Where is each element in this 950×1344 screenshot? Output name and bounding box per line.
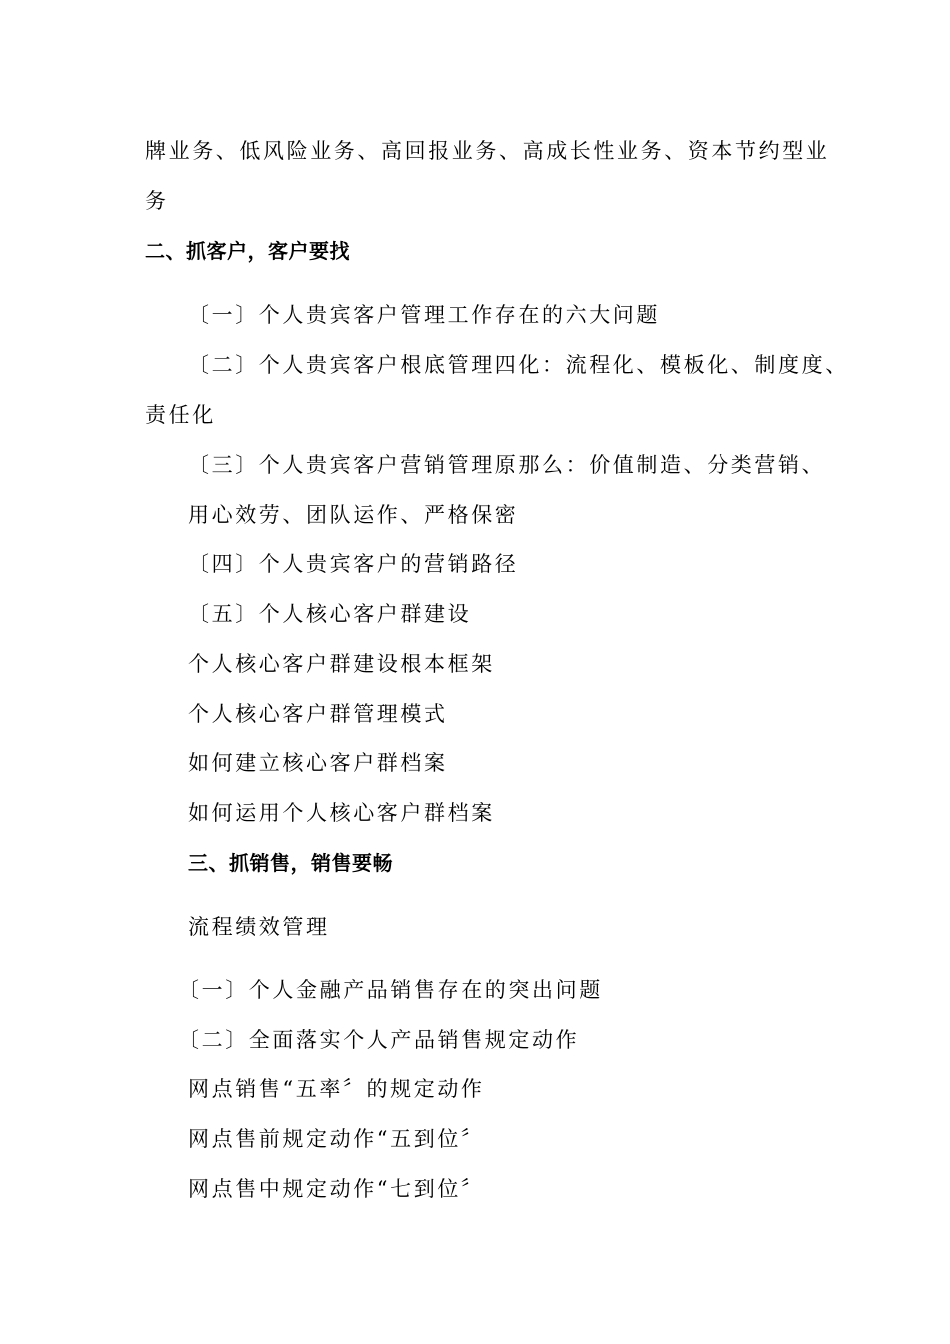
item-1-problems: 〔一〕个人贵宾客户管理工作存在的六大问题	[188, 303, 660, 327]
item-5-core-customer-group: 〔五〕个人核心客户群建设	[188, 602, 472, 626]
item-2-sales-actions: 〔二〕全面落实个人产品销售规定动作	[178, 1028, 580, 1052]
sub-item-management-mode: 个人核心客户群管理模式	[188, 702, 448, 726]
section-heading-sales: 三、抓销售，销售要畅	[188, 851, 393, 875]
section-heading-customers: 二、抓客户，客户要找	[145, 239, 350, 263]
text-line-continuation: 牌业务、低风险业务、高回报业务、高成长性业务、资本节约型业	[145, 139, 830, 163]
text-line-continuation-end: 务	[145, 189, 169, 213]
item-2-continuation: 责任化	[145, 403, 216, 427]
item-3-principles: 〔三〕个人贵宾客户营销管理原那么：价值制造、分类营销、	[188, 453, 826, 477]
sub-item-framework: 个人核心客户群建设根本框架	[188, 652, 495, 676]
item-4-marketing-path: 〔四〕个人贵宾客户的营销路径	[188, 552, 519, 576]
sub-item-in-sale: 网点售中规定动作“七到位〞	[188, 1177, 485, 1201]
sub-item-use-archive: 如何运用个人核心客户群档案	[188, 801, 495, 825]
sub-item-build-archive: 如何建立核心客户群档案	[188, 751, 448, 775]
sub-item-five-rates: 网点销售“五率〞的规定动作	[188, 1077, 485, 1101]
item-1-sales-problems: 〔一〕个人金融产品销售存在的突出问题	[178, 978, 603, 1002]
sub-item-pre-sale: 网点售前规定动作“五到位〞	[188, 1127, 485, 1151]
item-3-continuation: 用心效劳、团队运作、严格保密	[188, 503, 519, 527]
item-2-four-modernizations: 〔二〕个人贵宾客户根底管理四化：流程化、模板化、制度度、	[188, 353, 849, 377]
text-process-performance: 流程绩效管理	[188, 915, 330, 939]
